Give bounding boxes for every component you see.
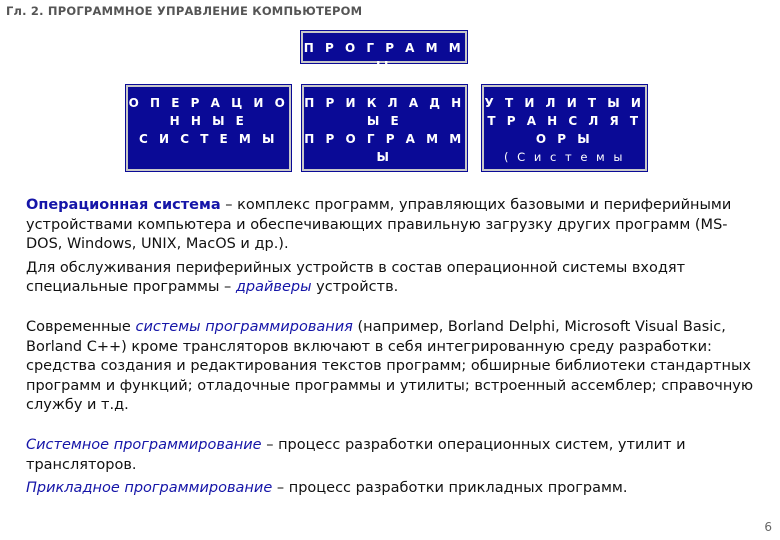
util-box-line3: ( С и с т е м ы: [504, 150, 625, 164]
os-box-line2: С И С Т Е М Ы: [139, 132, 278, 146]
term-programming-systems: системы программирования: [135, 318, 353, 335]
utilities-translators-box: [482, 85, 647, 200]
term-applied-programming: Прикладное программирование: [26, 480, 273, 497]
system-programming-text: – процесс разработки операционных систем, утилит и трансляторов.: [26, 436, 686, 473]
drivers-text-after: устройств.: [311, 279, 399, 296]
page-number: 6: [764, 520, 772, 534]
chapter-header: Гл. 2. ПРОГРАММНОЕ УПРАВЛЕНИЕ КОМПЬЮТЕРОМ: [6, 4, 363, 18]
programs-box: [301, 31, 467, 73]
body-text: [26, 196, 756, 499]
util-box-line2: Т Р А Н С Л Я Т О Р Ы: [487, 114, 642, 146]
prog-systems-text-before: Современные: [26, 318, 136, 335]
paragraph-drivers: [26, 259, 756, 298]
paragraph-programming-systems: [26, 318, 756, 416]
util-box-line1: У Т И Л И Т Ы И: [484, 96, 645, 110]
applied-programming-text: – процесс разработки прикладных программ.: [272, 480, 628, 497]
term-operating-system: Операционная система: [26, 197, 221, 213]
util-box-line4: п р о г р а м м и р о в а н и я ): [487, 168, 642, 200]
app-box-line2: П Р О Г Р А М М Ы: [304, 132, 465, 164]
prog-systems-text-after: (например, Borland Delphi, Microsoft Visual Basic, Borland C++) кроме трансляторов включают в себя интегрированную среду разработки: средства создания и редактирования текстов программ; обширные библиотеки стандартных программ и функций; отладочные программы и утилиты; встроенный ассемблер; справочную службу и т.д.: [26, 318, 754, 414]
term-drivers: драйверы: [235, 279, 312, 296]
operating-systems-box: [126, 85, 291, 171]
drivers-text-before: Для обслуживания периферийных устройств в состав операционной системы входят специальные программы –: [26, 259, 686, 296]
paragraph-system-programming: [26, 436, 756, 475]
os-definition-text: – комплекс программ, управляющих базовыми и периферийными устройствами компьютера и обеспечивающих правильную загрузку других программ (MS-DOS, Windows, UNIX, MacOS и др.).: [26, 197, 732, 253]
paragraph-applied-programming: [26, 479, 756, 499]
app-box-line1: П Р И К Л А Д Н Ы Е: [304, 96, 465, 128]
term-system-programming: Системное программирование: [26, 436, 262, 453]
os-box-line1: О П Е Р А Ц И О Н Н Ы Е: [128, 96, 289, 128]
application-programs-box: [302, 85, 467, 171]
programs-box-label: П Р О Г Р А М М Ы: [303, 41, 465, 73]
paragraph-os-definition: [26, 196, 756, 255]
